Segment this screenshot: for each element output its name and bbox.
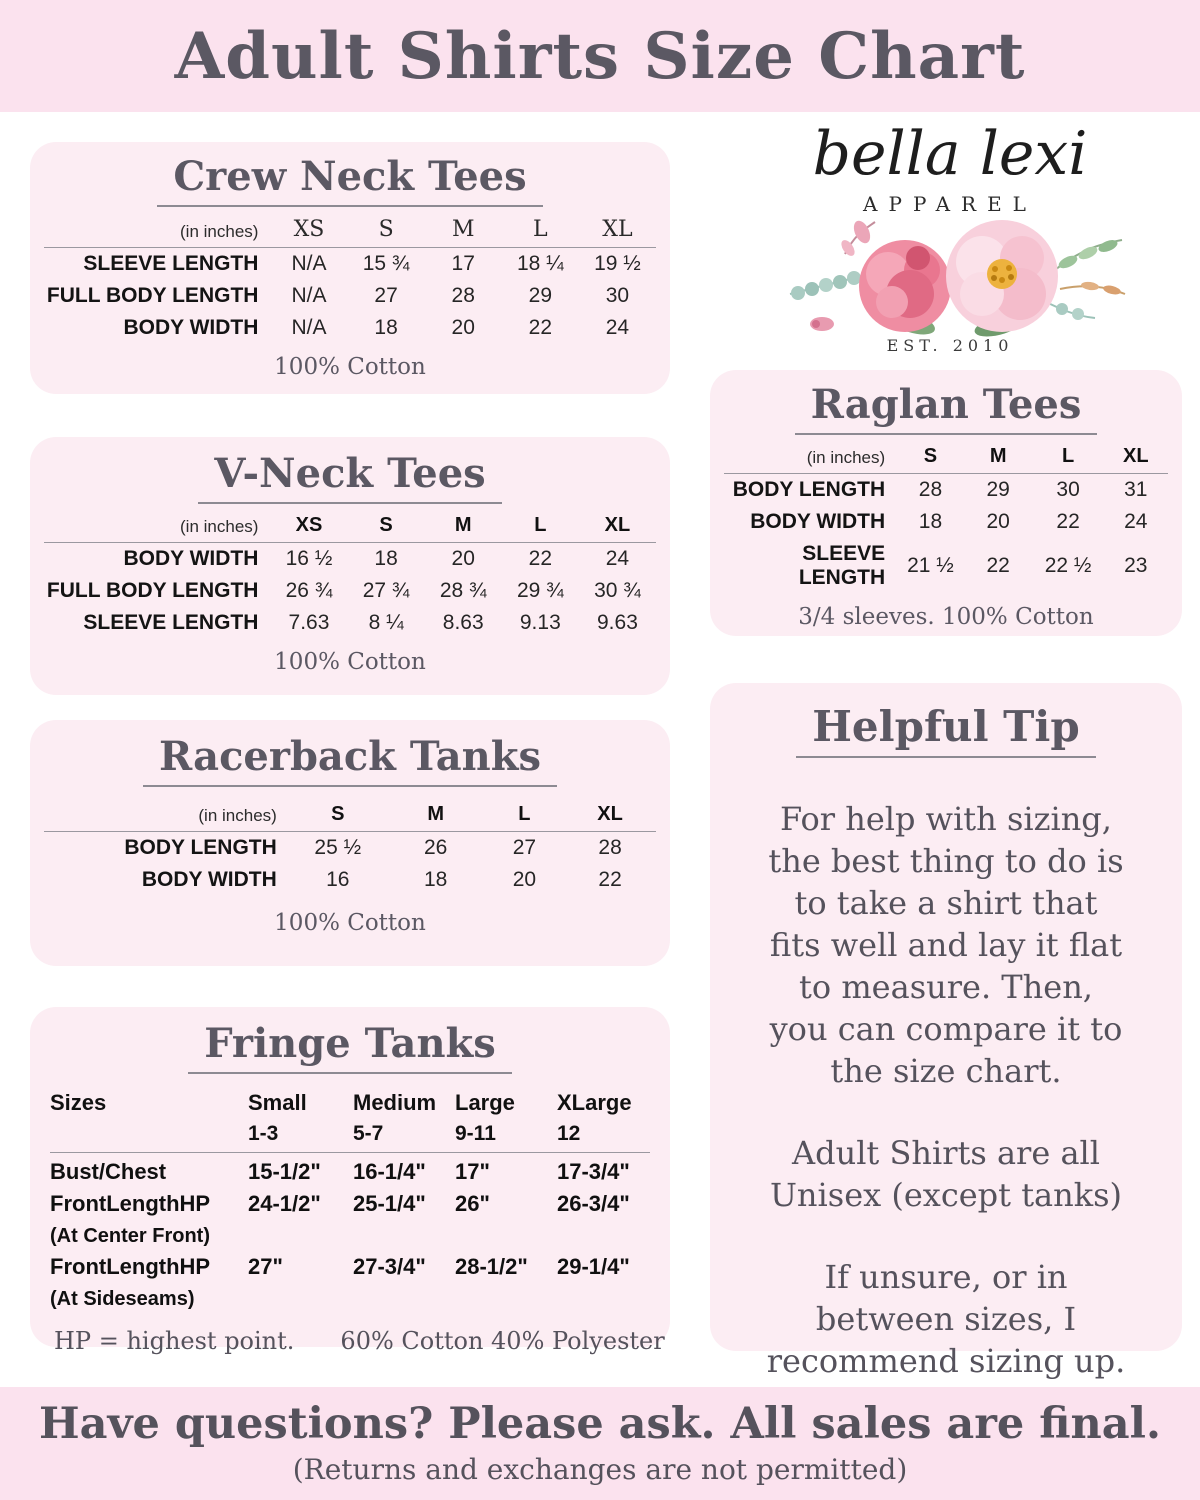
table-cell: 28 bbox=[598, 836, 622, 859]
table-cell: 28 ¾ bbox=[439, 579, 487, 602]
table-header-row bbox=[50, 1088, 650, 1153]
table-cell: 18 bbox=[918, 510, 943, 533]
tip-line: recommend sizing up. bbox=[766, 1342, 1126, 1381]
material-note: 100% Cotton bbox=[274, 354, 426, 380]
table-cell: 8.63 bbox=[442, 611, 484, 634]
row-label: SLEEVE LENGTH bbox=[798, 542, 886, 589]
table-cell: 24 bbox=[605, 547, 630, 570]
table-cell: 28 bbox=[918, 478, 943, 501]
table-cell: 27 bbox=[512, 836, 537, 859]
table-row bbox=[50, 1248, 650, 1311]
table-cell: 27 bbox=[374, 284, 398, 307]
crew-neck-title: Crew Neck Tees bbox=[157, 154, 542, 207]
col-header: XS bbox=[270, 510, 347, 543]
table-cell: 19 ½ bbox=[594, 252, 641, 275]
table-cell: 28-1/2" bbox=[455, 1254, 528, 1279]
col-name: Medium bbox=[353, 1090, 437, 1115]
col-name: Large bbox=[455, 1090, 515, 1115]
racerback-title: Racerback Tanks bbox=[143, 734, 557, 787]
fringe-title: Fringe Tanks bbox=[188, 1021, 512, 1074]
table-row bbox=[50, 1185, 650, 1248]
col-header: M bbox=[387, 799, 485, 832]
col-range: 9-11 bbox=[455, 1122, 496, 1145]
table-cell: 24 bbox=[605, 316, 630, 339]
table-cell: 22 bbox=[598, 868, 622, 891]
table-cell: N/A bbox=[291, 252, 327, 275]
unit-label: (in inches) bbox=[44, 213, 270, 248]
table-row bbox=[44, 280, 656, 312]
table-cell: 26 ¾ bbox=[285, 579, 333, 602]
table-cell: 24-1/2" bbox=[248, 1191, 321, 1216]
fringe-card bbox=[30, 1007, 670, 1355]
table-cell: 24 bbox=[1124, 510, 1148, 533]
col-header: M bbox=[425, 213, 502, 248]
row-label: BODY LENGTH bbox=[732, 478, 886, 501]
table-cell: 20 bbox=[986, 510, 1010, 533]
crew-neck-title-wrap bbox=[30, 154, 670, 207]
table-cell: 25 ½ bbox=[314, 836, 362, 859]
table-cell: 22 bbox=[1056, 510, 1080, 533]
row-label: FrontLengthHP (At Sideseams) bbox=[50, 1248, 248, 1311]
material-note: 3/4 sleeves. 100% Cotton bbox=[798, 604, 1094, 630]
brand-subtitle: APPAREL bbox=[863, 192, 1037, 216]
brand-established: EST. 2010 bbox=[886, 336, 1014, 355]
tip-paragraph bbox=[710, 1256, 1182, 1382]
table-row bbox=[44, 575, 656, 607]
material-note: 100% Cotton bbox=[274, 649, 426, 675]
col-header: S bbox=[348, 510, 425, 543]
table-cell: 29 bbox=[986, 478, 1010, 501]
col-header bbox=[50, 1088, 248, 1153]
tip-line: Adult Shirts are all bbox=[791, 1134, 1100, 1173]
raglan-table bbox=[724, 441, 1168, 594]
v-neck-title: V-Neck Tees bbox=[198, 451, 501, 504]
table-cell: 20 bbox=[451, 547, 475, 570]
row-label: BODY WIDTH bbox=[123, 316, 259, 339]
tip-line: between sizes, I bbox=[815, 1300, 1077, 1339]
table-cell: 30 bbox=[1056, 478, 1080, 501]
tip-line: Unisex (except tanks) bbox=[769, 1176, 1123, 1215]
col-header: XL bbox=[1104, 441, 1168, 474]
crew-neck-table bbox=[44, 213, 656, 344]
table-header-row bbox=[44, 799, 656, 832]
table-cell: 18 bbox=[423, 868, 448, 891]
col-header: XL bbox=[564, 799, 656, 832]
row-label: Bust/Chest bbox=[50, 1159, 167, 1184]
raglan-title: Raglan Tees bbox=[795, 382, 1098, 435]
row-label: BODY WIDTH bbox=[123, 547, 259, 570]
header-banner bbox=[0, 0, 1200, 112]
page-title: Adult Shirts Size Chart bbox=[174, 18, 1026, 94]
table-cell: 18 ¼ bbox=[516, 252, 564, 275]
row-sub-label: (At Center Front) bbox=[50, 1225, 210, 1247]
table-cell: 18 bbox=[374, 316, 398, 339]
col-header bbox=[248, 1088, 353, 1153]
tip-line: fits well and lay it flat bbox=[769, 926, 1123, 965]
table-cell: 29 ¾ bbox=[516, 579, 564, 602]
row-label: SLEEVE LENGTH bbox=[83, 252, 259, 275]
material-note: 60% Cotton 40% Polyester bbox=[340, 1327, 665, 1355]
footer-line1: Have questions? Please ask. All sales are final. bbox=[39, 1399, 1161, 1449]
tip-line: to take a shirt that bbox=[794, 884, 1098, 923]
tip-title: Helpful Tip bbox=[796, 703, 1095, 758]
col-header: XS bbox=[270, 213, 347, 248]
col-header: L bbox=[485, 799, 565, 832]
table-row bbox=[44, 607, 656, 639]
col-range: 1-3 bbox=[248, 1122, 279, 1145]
fringe-title-wrap bbox=[30, 1021, 670, 1074]
table-header-row bbox=[44, 213, 656, 248]
table-cell: 31 bbox=[1124, 478, 1148, 501]
table-cell: 7.63 bbox=[288, 611, 330, 634]
table-cell: 27-3/4" bbox=[353, 1254, 426, 1279]
row-label: BODY WIDTH bbox=[141, 868, 277, 891]
table-row bbox=[724, 506, 1168, 538]
col-header: M bbox=[964, 441, 1033, 474]
table-cell: 9.63 bbox=[597, 611, 638, 634]
table-cell: 30 ¾ bbox=[594, 579, 641, 602]
sizes-label: Sizes bbox=[50, 1090, 107, 1115]
table-cell: 26-3/4" bbox=[557, 1191, 630, 1216]
col-range: 12 bbox=[557, 1122, 581, 1145]
table-cell: 22 ½ bbox=[1044, 554, 1092, 577]
table-cell: 17-3/4" bbox=[557, 1159, 630, 1184]
table-cell: 29-1/4" bbox=[557, 1254, 630, 1279]
table-cell: 16 bbox=[326, 868, 350, 891]
racerback-title-wrap bbox=[30, 734, 670, 787]
hp-note: HP = highest point. bbox=[54, 1327, 295, 1355]
raglan-card bbox=[710, 370, 1182, 636]
table-cell: 26 bbox=[423, 836, 448, 859]
table-header-row bbox=[724, 441, 1168, 474]
col-name: Small bbox=[248, 1090, 307, 1115]
col-header bbox=[353, 1088, 455, 1153]
row-label: FULL BODY LENGTH bbox=[46, 284, 259, 307]
col-header: XL bbox=[579, 510, 656, 543]
table-cell: 25-1/4" bbox=[353, 1191, 426, 1216]
table-cell: 27 ¾ bbox=[362, 579, 410, 602]
peony-left bbox=[859, 240, 951, 332]
tip-line: you can compare it to bbox=[769, 1010, 1123, 1049]
table-row bbox=[44, 832, 656, 865]
brand-name: bella lexi bbox=[812, 119, 1088, 189]
brand-logo bbox=[730, 112, 1170, 370]
logo-flowers-illustration bbox=[750, 214, 1150, 342]
v-neck-card bbox=[30, 437, 670, 695]
col-header: S bbox=[289, 799, 387, 832]
tip-line: the best thing to do is bbox=[768, 842, 1124, 881]
table-cell: 20 bbox=[512, 868, 537, 891]
tip-paragraph bbox=[710, 1132, 1182, 1216]
table-cell: N/A bbox=[291, 316, 327, 339]
table-cell: 15-1/2" bbox=[248, 1159, 321, 1184]
fringe-table bbox=[50, 1088, 650, 1311]
table-cell: 16-1/4" bbox=[353, 1159, 426, 1184]
col-header: S bbox=[348, 213, 425, 248]
table-cell: 16 ½ bbox=[285, 547, 333, 570]
table-cell: 22 bbox=[986, 554, 1010, 577]
table-cell: 22 bbox=[528, 316, 552, 339]
table-row bbox=[44, 312, 656, 344]
table-cell: 26" bbox=[455, 1191, 490, 1216]
v-neck-table bbox=[44, 510, 656, 639]
col-header: XL bbox=[579, 213, 656, 248]
table-cell: 21 ½ bbox=[907, 554, 954, 577]
tip-line: the size chart. bbox=[830, 1052, 1062, 1091]
tip-line: For help with sizing, bbox=[780, 800, 1112, 839]
col-range: 5-7 bbox=[353, 1122, 384, 1145]
row-label: BODY WIDTH bbox=[750, 510, 886, 533]
col-header: S bbox=[897, 441, 964, 474]
fringe-note bbox=[54, 1327, 670, 1355]
table-cell: N/A bbox=[291, 284, 327, 307]
crew-neck-card bbox=[30, 142, 670, 394]
col-header: L bbox=[1033, 441, 1104, 474]
table-cell: 22 bbox=[528, 547, 552, 570]
unit-label: (in inches) bbox=[44, 799, 289, 832]
tip-paragraph bbox=[710, 798, 1182, 1092]
table-row bbox=[724, 474, 1168, 507]
material-note: 100% Cotton bbox=[274, 910, 426, 936]
table-cell: 27" bbox=[248, 1254, 283, 1279]
table-cell: 20 bbox=[451, 316, 475, 339]
tip-title-wrap bbox=[710, 703, 1182, 758]
footer-line2: (Returns and exchanges are not permitted) bbox=[292, 1453, 908, 1486]
table-cell: 17 bbox=[451, 252, 475, 275]
table-cell: 29 bbox=[528, 284, 552, 307]
v-neck-title-wrap bbox=[30, 451, 670, 504]
table-cell: 23 bbox=[1124, 554, 1148, 577]
table-cell: 30 bbox=[605, 284, 630, 307]
table-cell: 18 bbox=[374, 547, 398, 570]
table-row bbox=[44, 248, 656, 281]
col-header: M bbox=[425, 510, 502, 543]
table-row bbox=[724, 538, 1168, 594]
unit-label: (in inches) bbox=[44, 510, 270, 543]
table-cell: 8 ¼ bbox=[368, 611, 404, 634]
table-row bbox=[44, 864, 656, 896]
row-label: BODY LENGTH bbox=[124, 836, 277, 859]
row-sub-label: (At Sideseams) bbox=[50, 1288, 195, 1310]
peony-right bbox=[946, 220, 1058, 332]
table-row bbox=[44, 543, 656, 576]
racerback-table bbox=[44, 799, 656, 896]
row-label: SLEEVE LENGTH bbox=[83, 611, 259, 634]
row-label: FrontLengthHP (At Center Front) bbox=[50, 1185, 248, 1248]
helpful-tip-card bbox=[710, 683, 1182, 1381]
col-header bbox=[557, 1088, 650, 1153]
table-header-row bbox=[44, 510, 656, 543]
col-header: L bbox=[502, 213, 579, 248]
table-row bbox=[50, 1153, 650, 1186]
row-label: FULL BODY LENGTH bbox=[46, 579, 259, 602]
footer-banner bbox=[0, 1387, 1200, 1500]
col-name: XLarge bbox=[557, 1090, 632, 1115]
col-header: L bbox=[502, 510, 579, 543]
table-cell: 15 ¾ bbox=[362, 252, 410, 275]
raglan-title-wrap bbox=[710, 382, 1182, 435]
col-header bbox=[455, 1088, 557, 1153]
tip-line: to measure. Then, bbox=[799, 968, 1093, 1007]
table-cell: 17" bbox=[455, 1159, 490, 1184]
racerback-card bbox=[30, 720, 670, 966]
table-cell: 9.13 bbox=[519, 611, 561, 634]
unit-label: (in inches) bbox=[724, 441, 897, 474]
table-cell: 28 bbox=[451, 284, 475, 307]
tip-line: If unsure, or in bbox=[824, 1258, 1068, 1297]
